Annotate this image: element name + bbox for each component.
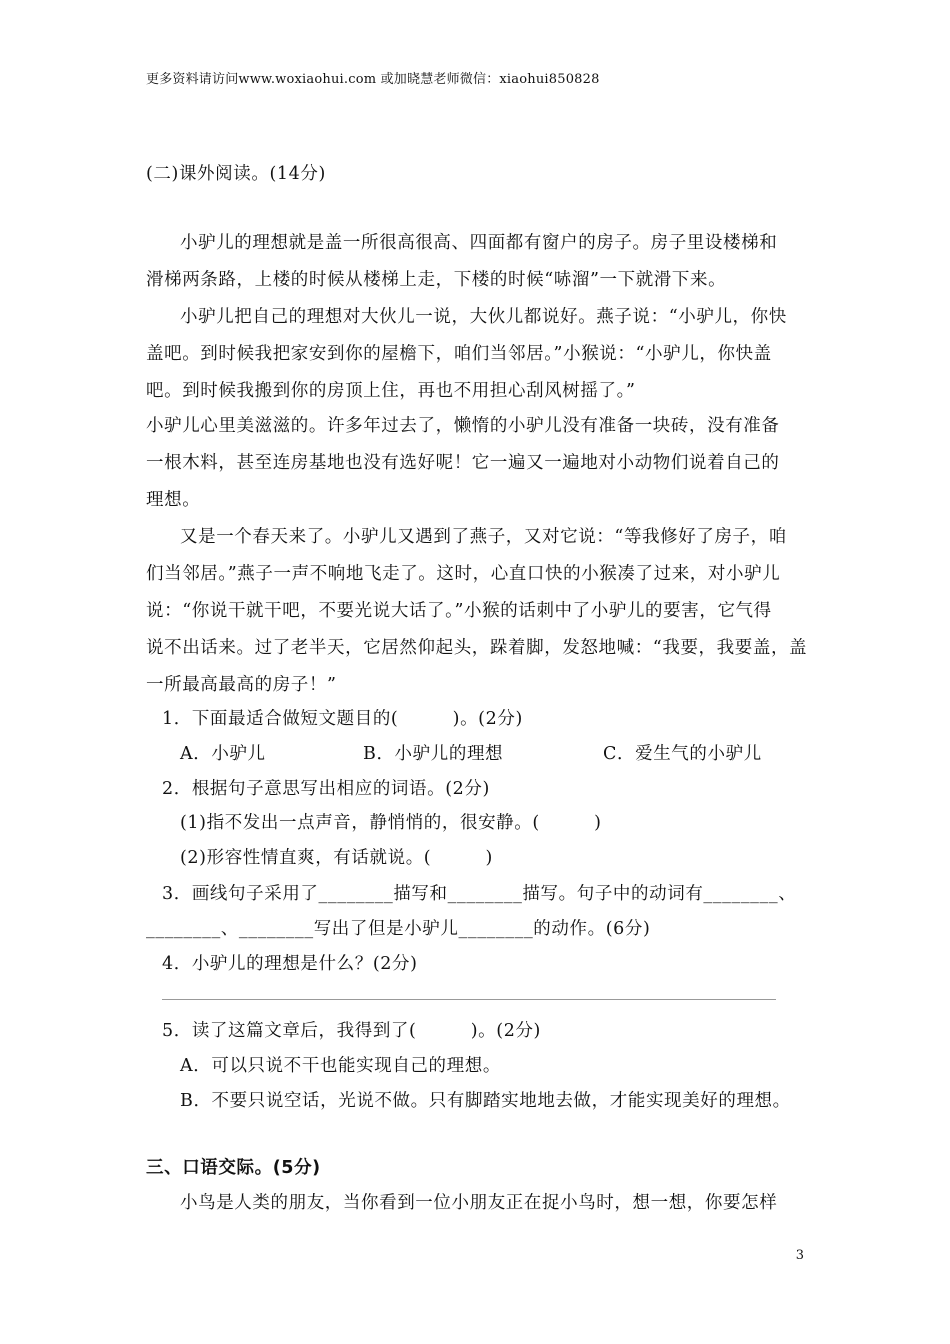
q1-option-c: C．爱生气的小驴儿 — [603, 744, 762, 764]
q5-stem: 5．读了这篇文章后，我得到了( )。(2分) — [162, 1021, 541, 1041]
passage-line: 盖吧。到时候我把家安到你的屋檐下，咱们当邻居。”小猴说：“小驴儿，你快盖 — [146, 344, 772, 364]
section2-title: (二)课外阅读。(14分) — [146, 164, 326, 184]
passage-line: 小驴儿把自己的理想对大伙儿一说，大伙儿都说好。燕子说：“小驴儿，你快 — [180, 307, 787, 327]
q4-stem: 4．小驴儿的理想是什么？(2分) — [162, 954, 418, 974]
q2-sub1: (1)指不发出一点声音，静悄悄的，很安静。( ) — [180, 813, 602, 833]
passage-line: 小驴儿心里美滋滋的。许多年过去了，懒惰的小驴儿没有准备一块砖，没有准备 — [146, 416, 780, 436]
passage-line: 滑梯两条路，上楼的时候从楼梯上走，下楼的时候“哧溜”一下就滑下来。 — [146, 270, 727, 290]
page-header: 更多资料请访问www.woxiaohui.com 或加晓慧老师微信：xiaohui850828 — [146, 72, 600, 87]
passage-line: 又是一个春天来了。小驴儿又遇到了燕子，又对它说：“等我修好了房子，咱 — [180, 527, 787, 547]
q2-sub2: (2)形容性情直爽，有话就说。( ) — [180, 848, 493, 868]
q3-line1: 3．画线句子采用了________描写和________描写。句子中的动词有________、 — [162, 884, 797, 904]
q1-option-a: A．小驴儿 — [180, 744, 266, 764]
passage-line: 吧。到时候我搬到你的房顶上住，再也不用担心刮风树摇了。” — [146, 381, 636, 401]
q1-option-b: B．小驴儿的理想 — [363, 744, 504, 764]
passage-line: 理想。 — [146, 490, 201, 510]
q1-stem: 1．下面最适合做短文题目的( )。(2分) — [162, 709, 523, 729]
passage-line: 一根木料，甚至连房基地也没有选好呢！它一遍又一遍地对小动物们说着自己的 — [146, 453, 780, 473]
passage-line: 们当邻居。”燕子一声不响地飞走了。这时，心直口快的小猴凑了过来，对小驴儿 — [146, 564, 781, 584]
passage-line: 一所最高最高的房子！” — [146, 675, 337, 695]
passage-line: 说不出话来。过了老半天，它居然仰起头，跺着脚，发怒地喊：“我要，我要盖，盖 — [146, 638, 808, 658]
page-number: 3 — [795, 1248, 804, 1263]
section3-title: 三、口语交际。(5分) — [146, 1158, 321, 1178]
q3-line2: ________、________写出了但是小驴儿________的动作。(6分) — [146, 919, 651, 939]
q2-stem: 2．根据句子意思写出相应的词语。(2分) — [162, 779, 490, 799]
answer-line — [162, 999, 776, 1000]
q5-option-a: A．可以只说不干也能实现自己的理想。 — [180, 1056, 501, 1076]
section3-text: 小鸟是人类的朋友，当你看到一位小朋友正在捉小鸟时，想一想，你要怎样 — [180, 1193, 778, 1213]
q5-option-b: B．不要只说空话，光说不做。只有脚踏实地地去做，才能实现美好的理想。 — [180, 1091, 791, 1111]
passage-line: 小驴儿的理想就是盖一所很高很高、四面都有窗户的房子。房子里设楼梯和 — [180, 233, 778, 253]
passage-line: 说：“你说干就干吧，不要光说大话了。”小猴的话刺中了小驴儿的要害，它气得 — [146, 601, 772, 621]
